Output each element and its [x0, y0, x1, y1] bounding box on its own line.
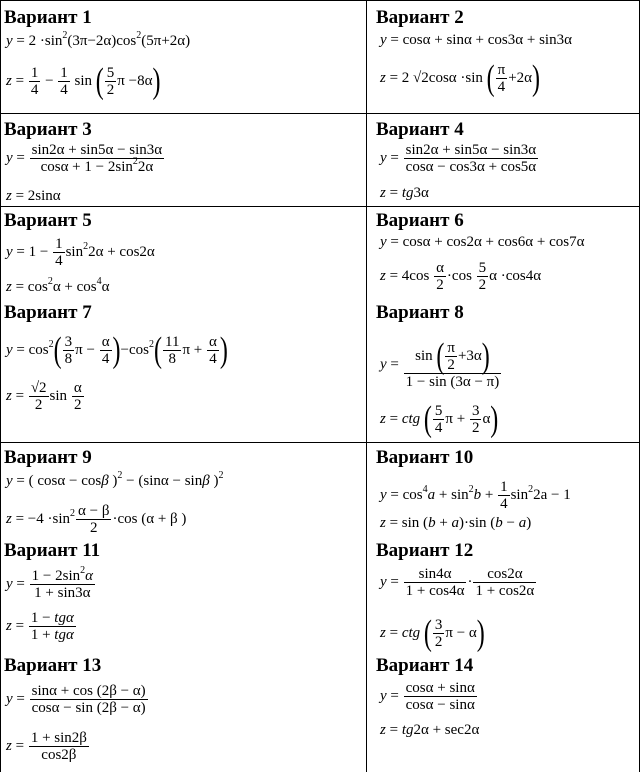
row-divider	[0, 113, 640, 114]
formula-z: z = 2 √2cosα ·sin ( $\frac{\pi}{4}$ +2α)	[380, 59, 541, 98]
formula-z: $z = -4 \cdot\sin^2$ $\frac{\alpha - \beta}{2}$ ·cos (α + β )	[6, 503, 187, 536]
formula-z: z = $\frac{1}{4}$ − $\frac{1}{4}$ sin ( $\frac{5}{2}$ π −8α)	[6, 62, 161, 101]
formula-y: y = $\frac{\sin\alpha + \cos (2\beta - \alpha)}{\cos\alpha - \sin (2\beta - \alpha)}$	[6, 683, 146, 716]
variant-title: Вариант 5	[4, 210, 92, 231]
variant-title: Вариант 12	[376, 540, 474, 561]
formula-y: $y = \cos^4a + \sin^2b$ + $\frac{1}{4}$ $\sin^22a - 1$	[380, 479, 571, 512]
formula-z: $z = \cos^2\alpha + \cos^4\alpha$	[6, 276, 110, 295]
formula-y: y = cosα + sinα + cos3α + sin3α	[380, 32, 572, 48]
formula-y: y = $\frac{\sin 4\alpha}{1 + \cos 4\alpha}$ · $\frac{\cos 2\alpha}{1 + \cos 2\alpha}$	[380, 566, 535, 599]
formula-z: z = 1 − tgα 1 + tgα	[6, 610, 74, 643]
column-divider	[366, 0, 367, 772]
formula-z: z = ctg ( $\frac{5}{4}$ π + $\frac{3}{2}$ α)	[380, 400, 499, 439]
variant-title: Вариант 2	[376, 7, 464, 28]
formula-y: y = $\frac{\sin 2\alpha + \sin 5\alpha - \sin 3\alpha}{\cos\alpha + 1 - 2\sin^22\alpha}$	[6, 142, 163, 175]
formula-z: z = $\frac{1 + \sin 2\beta}{\cos 2\beta}$	[6, 730, 87, 763]
variant-title: Вариант 6	[376, 210, 464, 231]
formula-z: z = tg3α	[380, 185, 429, 201]
variant-title: Вариант 4	[376, 119, 464, 140]
table-border	[0, 0, 1, 772]
formula-y: $y = 2 \cdot\sin^2(3\pi-2\alpha)\cos^2(5\pi+2\alpha)$	[6, 30, 191, 49]
formula-z: z = tg2α + sec2α	[380, 722, 480, 738]
variant-title: Вариант 8	[376, 302, 464, 323]
variant-title: Вариант 1	[4, 7, 92, 28]
formula-y: y = $\frac{1 - 2\sin^2\alpha}{1 + \sin 3\alpha}$	[6, 565, 93, 601]
variant-title: Вариант 10	[376, 447, 474, 468]
variant-title: Вариант 11	[4, 540, 101, 561]
variant-title: Вариант 7	[4, 302, 92, 323]
formula-z: z = 2sinα	[6, 188, 61, 204]
formula-z: z = ctg ( $\frac{3}{2}$ π − α)	[380, 614, 485, 653]
formula-y: y = ( cosα − cosβ )$^2$ − (sinα − sinβ )$^2$	[6, 470, 224, 489]
formula-y: y = $\frac{\cos\alpha + \sin\alpha}{\cos\alpha - \sin\alpha}$	[380, 680, 475, 713]
variant-title: Вариант 13	[4, 655, 102, 676]
formula-y: y = cosα + cos2α + cos6α + cos7α	[380, 234, 585, 250]
formula-z: z = sin (b + a)·sin (b − a)	[380, 515, 532, 531]
variant-title: Вариант 3	[4, 119, 92, 140]
variant-title: Вариант 9	[4, 447, 92, 468]
formula-y: y = 1 − $\frac{1}{4}$ $\sin^22\alpha + \cos 2\alpha$	[6, 236, 155, 269]
variant-title: Вариант 14	[376, 655, 474, 676]
formula-y: y = sin ( $\frac{\pi}{2}$ +3α) 1 − sin (3α − π)	[380, 337, 500, 390]
formula-z: z = 4cos $\frac{\alpha}{2}$ ·cos $\frac{5}{2}$ α ·cos4α	[380, 260, 542, 293]
row-divider	[0, 442, 640, 443]
table-border	[0, 0, 640, 1]
row-divider	[0, 206, 640, 207]
formula-z: z = $\frac{√2}{2}$ sin $\frac{\alpha}{2}$	[6, 380, 82, 413]
formula-y: y = $\frac{\sin 2\alpha + \sin 5\alpha - \sin 3\alpha}{\cos\alpha - \cos 3\alpha + \cos 5\alpha}$	[380, 142, 537, 175]
formula-y: $y = \cos^2$( $\frac{3}{8}$ π − $\frac{\alpha}{4}$ )$-\cos^2$( $\frac{11}{8}$ π + $\frac{\alpha}{4}$ )	[6, 331, 228, 370]
